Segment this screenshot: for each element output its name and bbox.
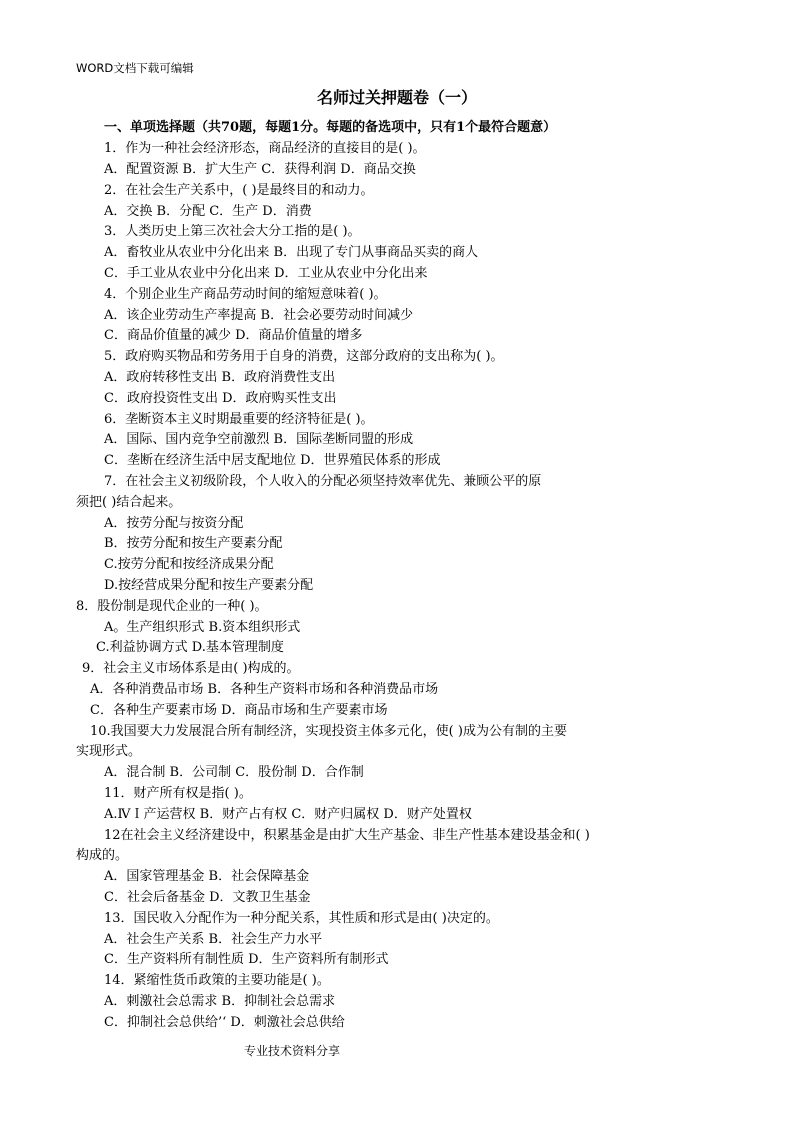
question-12-options-ab: A．国家管理基金 B．社会保障基金 <box>104 869 310 884</box>
question-7-continued: 须把( )结合起来。 <box>76 495 182 510</box>
question-10-continued: 实现形式。 <box>76 744 142 759</box>
question-7: 7．在社会主义初级阶段，个人收入的分配必须坚持效率优先、兼顾公平的原 <box>104 474 542 489</box>
question-7-option-a: A．按劳分配与按资分配 <box>104 516 244 531</box>
question-11-options: A.ⅣＩ产运营权 B．财产占有权 C．财产归属权 D．财产处置权 <box>104 807 472 822</box>
question-4-options-ab: A．该企业劳动生产率提高 B．社会必要劳动时间减少 <box>104 308 414 323</box>
question-1-options: A．配置资源 B．扩大生产 C．获得利润 D．商品交换 <box>104 162 416 177</box>
question-5: 5．政府购买物品和劳务用于自身的消费，这部分政府的支出称为( )。 <box>104 349 504 364</box>
question-3-options-ab: A．畜牧业从农业中分化出来 B．出现了专门从事商品买卖的商人 <box>104 245 479 260</box>
question-14-options-ab: A．刺激社会总需求 B．抑制社会总需求 <box>104 994 336 1009</box>
question-6-options-cd: C．垄断在经济生活中居支配地位 D．世界殖民体系的形成 <box>104 453 441 468</box>
question-10: 10.我国要大力发展混合所有制经济，实现投资主体多元化，使( )成为公有制的主要 <box>90 724 567 739</box>
question-8-options-ab: A。生产组织形式 B.资本组织形式 <box>104 620 301 635</box>
question-12-options-cd: C．社会后备基金 D．文教卫生基金 <box>104 890 311 905</box>
question-14-options-cd: C．抑制社会总供给’‘ D．刺激社会总供给 <box>104 1015 345 1030</box>
question-9-options-cd: C．各种生产要素市场 D．商品市场和生产要素市场 <box>90 703 388 718</box>
question-12: 12在社会主义经济建设中，积累基金是由扩大生产基金、非生产性基本建设基金和( ) <box>104 828 590 843</box>
question-6-options-ab: A．国际、国内竞争空前激烈 B．国际垄断同盟的形成 <box>104 432 414 447</box>
question-6: 6．垄断资本主义时期最重要的经济特征是( )。 <box>104 412 374 427</box>
question-9-options-ab: A．各种消费品市场 B．各种生产资料市场和各种消费品市场 <box>90 682 439 697</box>
question-3-options-cd: C．手工业从农业中分化出来 D．工业从农业中分化出来 <box>104 266 428 281</box>
page-title: 名师过关押题卷（一） <box>316 88 477 107</box>
question-12-continued: 构成的。 <box>76 848 129 863</box>
question-7-option-c: C.按劳分配和按经济成果分配 <box>104 557 274 572</box>
question-13-options-ab: A．社会生产关系 B．社会生产力水平 <box>104 932 323 947</box>
question-5-options-ab: A．政府转移性支出 B．政府消费性支出 <box>104 370 336 385</box>
question-2-options: A．交换 B．分配 C．生产 D．消费 <box>104 204 312 219</box>
question-14: 14．紧缩性货币政策的主要功能是( )。 <box>104 973 330 988</box>
question-4-options-cd: C．商品价值量的减少 D．商品价值量的增多 <box>104 328 363 343</box>
question-7-option-b: B．按劳分配和按生产要素分配 <box>104 536 283 551</box>
question-8-options-cd: C.利益协调方式 D.基本管理制度 <box>96 640 284 655</box>
question-4: 4．个别企业生产商品劳动时间的缩短意味着( )。 <box>104 287 387 302</box>
page-footer: 专业技术资料分享 <box>244 1044 341 1058</box>
question-2: 2．在社会生产关系中，( )是最终目的和动力。 <box>104 183 374 198</box>
question-13-options-cd: C．生产资料所有制性质 D．生产资料所有制形式 <box>104 952 389 967</box>
question-11: 11．财产所有权是指( )。 <box>104 786 252 801</box>
section-heading: 一、单项选择题（共70题，每题1分。每题的备选项中，只有1个最符合题意） <box>104 120 557 135</box>
question-13: 13．国民收入分配作为一种分配关系，其性质和形式是由( )决定的。 <box>104 911 499 926</box>
question-1: 1．作为一种社会经济形态，商品经济的直接目的是( )。 <box>104 141 426 156</box>
question-5-options-cd: C．政府投资性支出 D．政府购买性支出 <box>104 391 337 406</box>
question-9: 9．社会主义市场体系是由( )构成的。 <box>82 661 300 676</box>
question-7-option-d: D.按经营成果分配和按生产要素分配 <box>104 578 314 593</box>
page-header: WORD文档下载可编辑 <box>76 61 194 75</box>
question-3: 3．人类历史上第三次社会大分工指的是( )。 <box>104 224 361 239</box>
question-8: 8．股份制是现代企业的一种( )。 <box>76 599 268 614</box>
question-10-options: A．混合制 B．公司制 C．股份制 D．合作制 <box>104 765 364 780</box>
